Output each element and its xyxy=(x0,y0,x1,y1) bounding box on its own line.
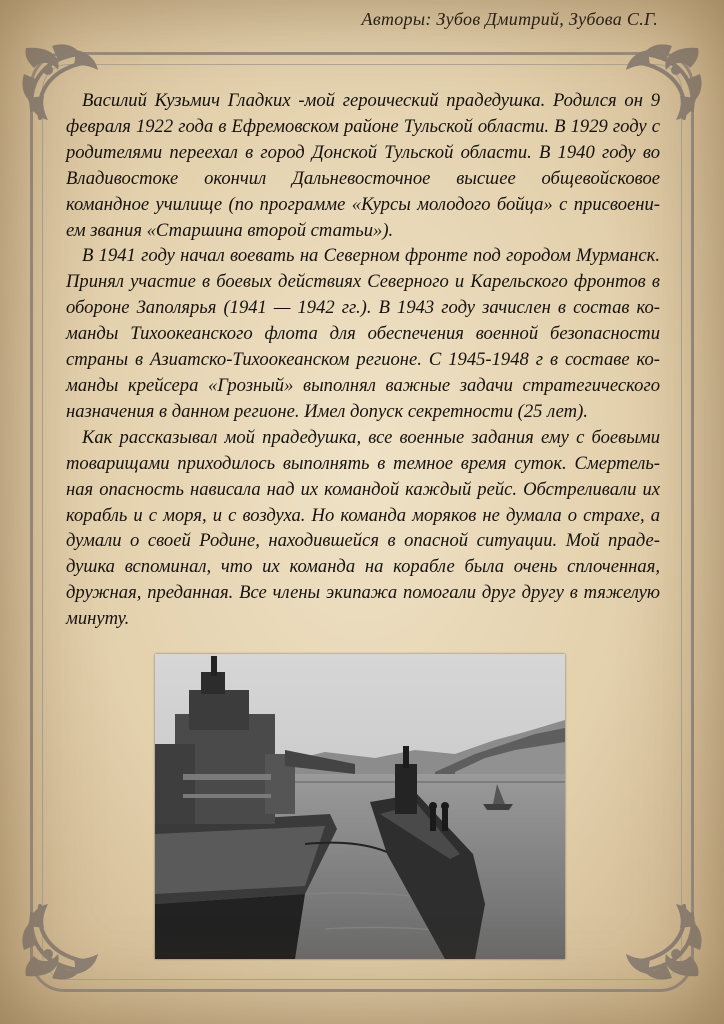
authors-line: Авторы: Зубов Дмитрий, Зубова С.Г. xyxy=(361,9,658,29)
article-text xyxy=(66,88,660,632)
warship-submarine-photo xyxy=(155,654,565,959)
corner-ornament-icon xyxy=(610,888,706,984)
paragraph: В 1941 году начал воевать на Северном фронте под городом Мурманск. Принял участие в боевых действиях Северного и Карельского фронтов в обороне Заполярья (1941 — 1942 гг.). В 1943 году зачислен в состав ко-манды Тихоокеанского флота для обеспечения военной безопасности страны в Азиатско-Тихоокеанском регионе. С 1945-1948 г в составе ко-манды крейсера «Грозный» выполнял важные задачи стратегического назначения в данном регионе. Имел допуск секретности (25 лет). xyxy=(66,245,660,422)
paragraph: Как рассказывал мой прадедушка, все военные задания ему с боевыми товарищами приходилось выполнять в темное время суток. Смертель-ная опасность нависала над их командой каждый рейс. Обстреливали их корабль и с моря, и с воздуха. Но команда моряков не думала о страхе, а думали о своей Родине, находившейся в опасной ситуации. Мой праде-душка вспоминал, что их команда на корабле была очень сплоченная, дружная, преданная. Все члены экипажа помогали друг другу в тяжелую минуту. xyxy=(66,426,660,630)
paragraph: Василий Кузьмич Гладких -мой героический прадедушка. Родился он 9 февраля 1922 года в Ефремовском районе Тульской области. В 1929 году с родителями переехал в город Донской Тульской области. В 1940 году во Владивостоке окончил Дальневосточное высшее общевойсковое командное училище (по программе «Курсы молодого бойца» с присвоени-ем звания «Старшина второй статьи»). xyxy=(66,90,660,241)
corner-ornament-icon xyxy=(18,888,114,984)
